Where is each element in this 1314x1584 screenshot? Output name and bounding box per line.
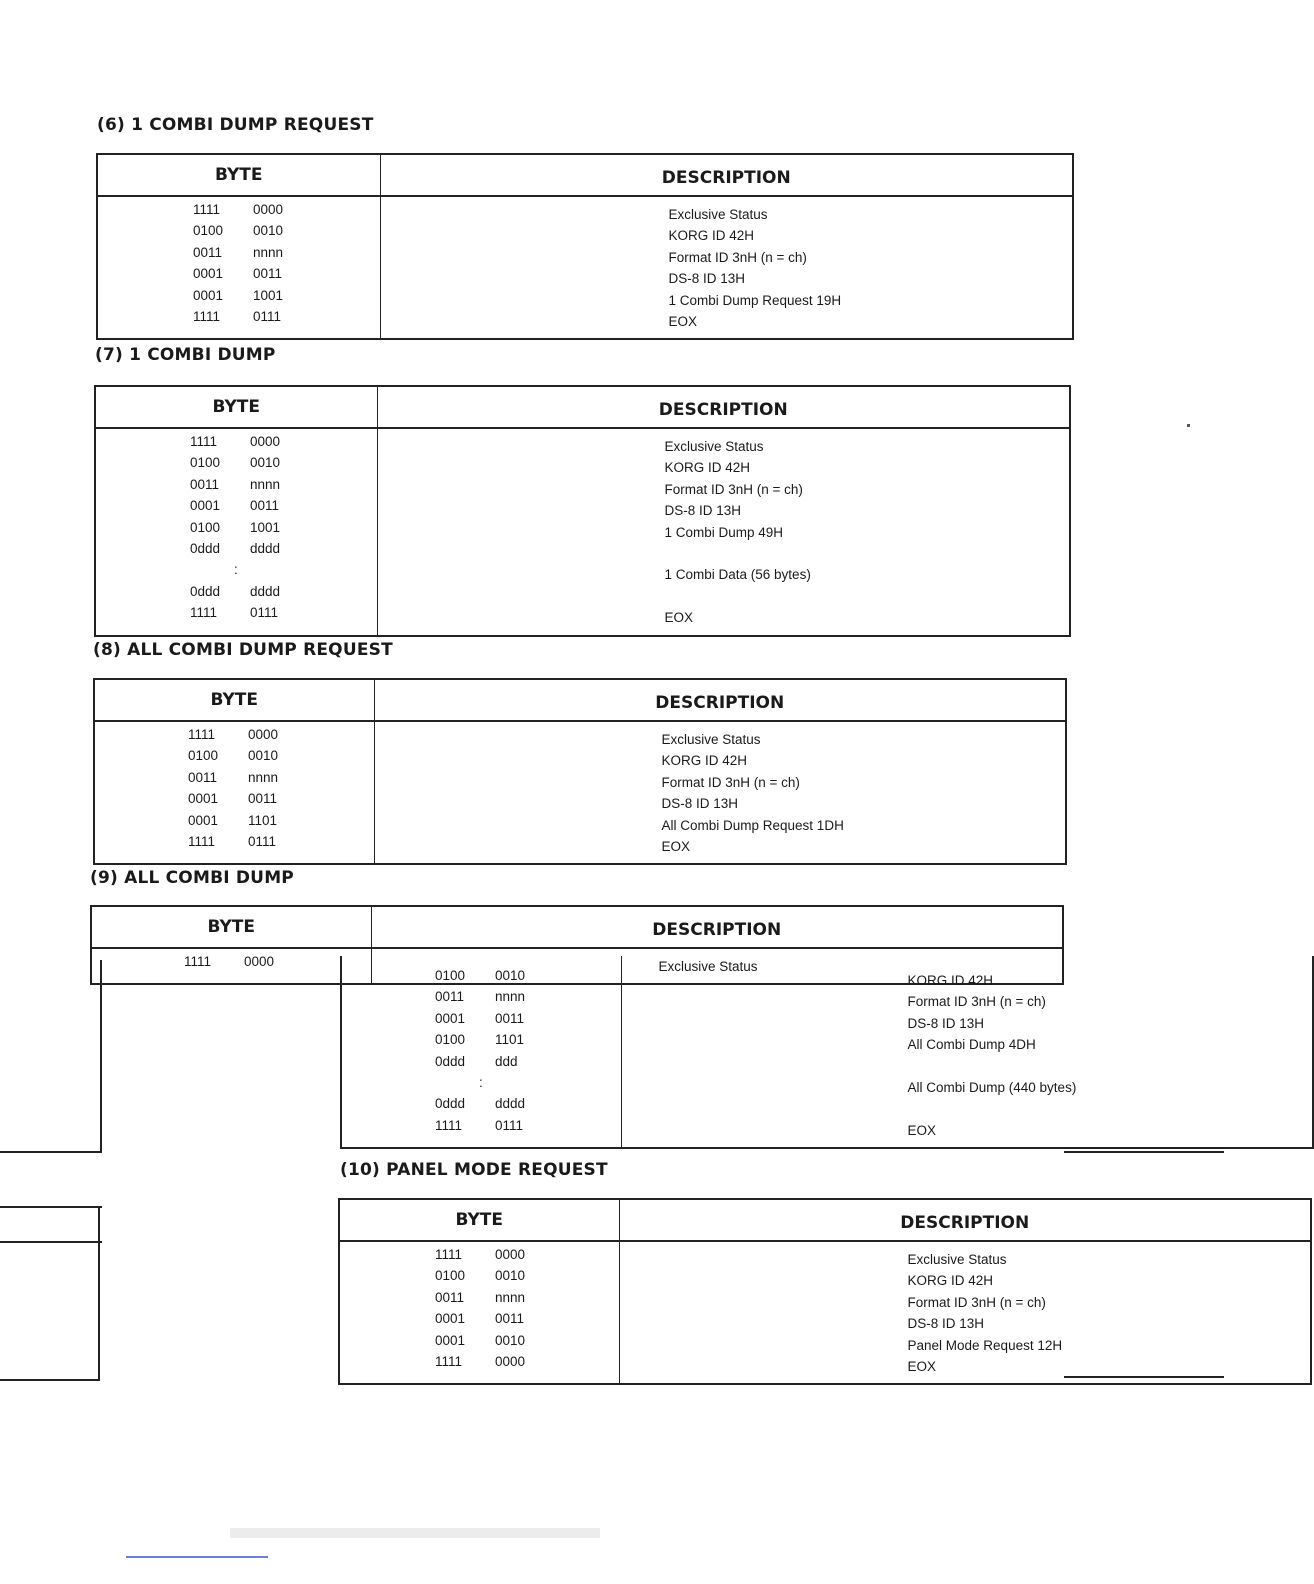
- description-row: Format ID 3nH (n = ch): [668, 249, 807, 265]
- description-row: 1 Combi Data (56 bytes): [664, 567, 811, 583]
- byte-row: 0001 0011: [193, 266, 283, 282]
- description-row: KORG ID 42H: [907, 973, 994, 988]
- byte-row: 0100 0010: [435, 968, 526, 983]
- section-10-table: [338, 1198, 1312, 1385]
- description-row: EOX: [661, 838, 691, 854]
- description-row: Exclusive Status: [658, 959, 758, 974]
- byte-row: 0100 0010: [193, 223, 284, 239]
- section-7-table: [94, 385, 1071, 637]
- byte-row: 0001 1101: [188, 812, 278, 828]
- description-header: DESCRIPTION: [374, 679, 1066, 721]
- byte-row: 0011 nnnn: [435, 989, 526, 1005]
- byte-row: 0001 1001: [193, 287, 284, 303]
- description-row: Panel Mode Request 12H: [907, 1337, 1063, 1353]
- byte-list: [98, 199, 380, 327]
- description-header: DESCRIPTION: [371, 906, 1063, 948]
- description-row: KORG ID 42H: [661, 753, 748, 769]
- byte-row: 0ddd dddd: [190, 540, 281, 556]
- byte-row: 0001 0011: [435, 1010, 525, 1026]
- scan-fragment-line: [0, 1151, 102, 1153]
- byte-row: 0ddd dddd: [435, 1096, 526, 1112]
- scan-fragment-line: [0, 1206, 102, 1208]
- description-row: [908, 1056, 1313, 1077]
- byte-row: 0001 0011: [190, 498, 280, 514]
- scan-fragment-line: [0, 1241, 102, 1243]
- byte-row: 0001 0011: [188, 791, 278, 807]
- byte-list: [92, 951, 371, 972]
- description-row: DS-8 ID 13H: [661, 796, 739, 812]
- byte-row: 0100 0010: [435, 1268, 526, 1284]
- description-row: 1 Combi Dump Request 19H: [668, 292, 842, 308]
- section-10-table-wrap: [338, 1198, 1224, 1378]
- description-row: Format ID 3nH (n = ch): [661, 774, 800, 790]
- section-9-table-top: [90, 905, 1064, 974]
- byte-row: 1111 0111: [188, 833, 277, 849]
- section-9-table-continuation: [340, 958, 1224, 1144]
- section-10-title: (10) PANEL MODE REQUEST: [340, 1160, 608, 1180]
- description-row: Format ID 3nH (n = ch): [664, 481, 803, 497]
- scan-artifact: [1187, 424, 1190, 427]
- description-row: Format ID 3nH (n = ch): [907, 1294, 1046, 1310]
- byte-row: 0011 nnnn: [435, 1289, 526, 1305]
- byte-row: 1111 0000: [188, 727, 279, 742]
- description-row: [665, 543, 1070, 564]
- byte-row-ellipsis: :: [234, 562, 238, 578]
- byte-row: 0100 1001: [190, 519, 281, 535]
- description-list: [381, 199, 1073, 332]
- byte-header: BYTE: [94, 679, 374, 721]
- description-row: Exclusive Status: [907, 1252, 1007, 1267]
- description-row: EOX: [907, 1358, 937, 1374]
- description-row: All Combi Dump (440 bytes): [907, 1079, 1077, 1095]
- scan-fragment-line: [0, 1379, 100, 1381]
- scan-fragment-line: [100, 960, 102, 1152]
- description-list: [622, 958, 1313, 1141]
- description-list: [378, 431, 1070, 629]
- scan-fragment-line: [1064, 1151, 1224, 1153]
- description-row: All Combi Dump 4DH: [907, 1037, 1036, 1053]
- description-row: DS-8 ID 13H: [668, 271, 746, 287]
- byte-row: 0ddd ddd: [435, 1053, 518, 1069]
- description-row: Exclusive Status: [668, 207, 768, 222]
- byte-row: 1111 0000: [184, 954, 275, 969]
- byte-header: BYTE: [95, 386, 377, 428]
- byte-list: [96, 431, 377, 624]
- byte-row-ellipsis: :: [479, 1074, 483, 1090]
- description-row: 1 Combi Dump 49H: [664, 524, 784, 540]
- section-6-title: (6) 1 COMBI DUMP REQUEST: [97, 115, 374, 135]
- description-row: DS-8 ID 13H: [664, 503, 742, 519]
- byte-row: 0011 nnnn: [190, 476, 281, 492]
- byte-row: 0100 0010: [190, 455, 281, 471]
- byte-header: BYTE: [97, 154, 380, 196]
- scan-fragment-line: [98, 1206, 100, 1381]
- byte-row: 0011 nnnn: [188, 769, 279, 785]
- description-header: DESCRIPTION: [619, 1199, 1311, 1241]
- byte-header: BYTE: [91, 906, 371, 948]
- description-row: All Combi Dump Request 1DH: [661, 817, 844, 833]
- byte-row: 1111 0000: [190, 434, 281, 449]
- byte-row: 1111 0000: [435, 1353, 526, 1369]
- byte-row: 0001 0010: [435, 1332, 526, 1348]
- byte-row: 0011 nnnn: [193, 244, 284, 260]
- byte-row: 0100 1101: [435, 1032, 525, 1048]
- description-row: Exclusive Status: [661, 732, 761, 747]
- scan-artifact: [126, 1556, 268, 1558]
- description-header: DESCRIPTION: [380, 154, 1073, 196]
- byte-row: 0100 0010: [188, 748, 279, 764]
- description-row: DS-8 ID 13H: [907, 1015, 985, 1031]
- description-row: DS-8 ID 13H: [907, 1316, 985, 1332]
- byte-header: BYTE: [339, 1199, 619, 1241]
- description-row: Format ID 3nH (n = ch): [907, 994, 1046, 1010]
- byte-row: 1111 0000: [193, 202, 284, 217]
- description-row: EOX: [907, 1122, 937, 1138]
- section-7-title: (7) 1 COMBI DUMP: [95, 345, 276, 365]
- description-row: KORG ID 42H: [668, 228, 755, 244]
- byte-list: [342, 958, 621, 1136]
- byte-row: 1111 0111: [193, 308, 282, 324]
- description-row: Exclusive Status: [664, 439, 764, 454]
- section-6-table: [96, 153, 1074, 340]
- description-row: KORG ID 42H: [907, 1273, 994, 1289]
- description-row: KORG ID 42H: [664, 460, 751, 476]
- description-row: EOX: [664, 610, 694, 626]
- section-8-table: [93, 678, 1067, 865]
- byte-row: 0001 0011: [435, 1311, 525, 1327]
- scan-artifact: [230, 1528, 600, 1538]
- byte-row: 1111 0111: [435, 1117, 524, 1133]
- byte-row: 0ddd dddd: [190, 583, 281, 599]
- scan-fragment-line: [1064, 1376, 1224, 1378]
- description-header: DESCRIPTION: [377, 386, 1070, 428]
- description-row: [908, 1098, 1313, 1119]
- byte-list: [340, 1244, 619, 1372]
- description-row: EOX: [668, 313, 698, 329]
- byte-row: 1111 0000: [435, 1247, 526, 1262]
- section-9-title: (9) ALL COMBI DUMP: [90, 868, 294, 888]
- description-list: [620, 1244, 1311, 1377]
- byte-list: [95, 724, 374, 852]
- byte-row: 1111 0111: [190, 605, 279, 621]
- description-row: [665, 586, 1070, 607]
- description-list: [375, 724, 1066, 857]
- section-8-title: (8) ALL COMBI DUMP REQUEST: [93, 640, 393, 660]
